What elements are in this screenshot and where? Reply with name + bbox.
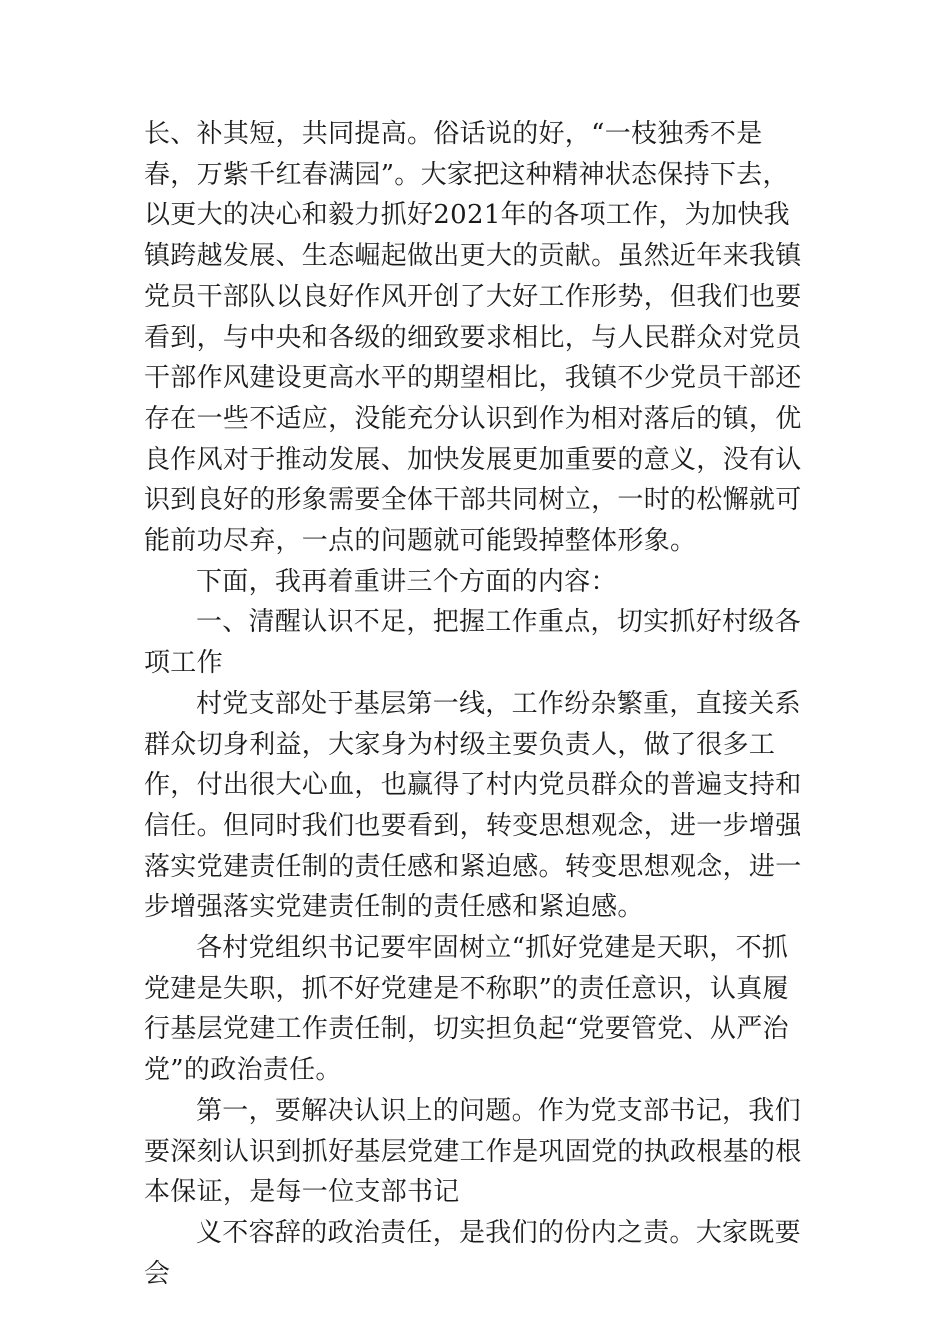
paragraph-3: 村党支部处于基层第一线，工作纷杂繁重，直接关系群众切身利益，大家身为村级主要负责人，做了很多工作，付出很大心血，也赢得了村内党员群众的普遍支持和信任。但同时我们也要看到，转变思想观念，进一步增强落实党建责任制的责任感和紧迫感。转变思想观念，进一步增强落实党建责任制的责任感和紧迫感。 xyxy=(144,688,802,923)
paragraph-6: 义不容辞的政治责任，是我们的份内之责。大家既要会 xyxy=(144,1217,801,1289)
section-heading-1: 一、清醒认识不足，把握工作重点，切实抓好村级各项工作 xyxy=(144,607,801,679)
paragraph-2: 下面，我再着重讲三个方面的内容： xyxy=(196,566,617,597)
paragraph-4: 各村党组织书记要牢固树立“抓好党建是天职，不抓党建是失职，抓不好党建是不称职”的责任意识，认真履行基层党建工作责任制，切实担负起“党要管党、从严治党”的政治责任。 xyxy=(144,933,789,1086)
document-body xyxy=(144,114,808,1294)
paragraph-1: 长、补其短，共同提高。俗话说的好，“一枝独秀不是春，万紫千红春满园”。大家把这种精神状态保持下去，以更大的决心和毅力抓好2021年的各项工作，为加快我镇跨越发展、生态崛起做出更大的贡献。虽然近年来我镇党员干部队以良好作风开创了大好工作形势，但我们也要看到，与中央和各级的细致要求相比，与人民群众对党员干部作风建设更高水平的期望相比，我镇不少党员干部还存在一些不适应，没能充分认识到作为相对落后的镇，优良作风对于推动发展、加快发展更加重要的意义，没有认识到良好的形象需要全体干部共同树立，一时的松懈就可能前功尽弃，一点的问题就可能毁掉整体形象。 xyxy=(144,119,802,557)
paragraph-5: 第一，要解决认识上的问题。作为党支部书记，我们要深刻认识到抓好基层党建工作是巩固党的执政根基的根本保证，是每一位支部书记 xyxy=(144,1095,802,1208)
